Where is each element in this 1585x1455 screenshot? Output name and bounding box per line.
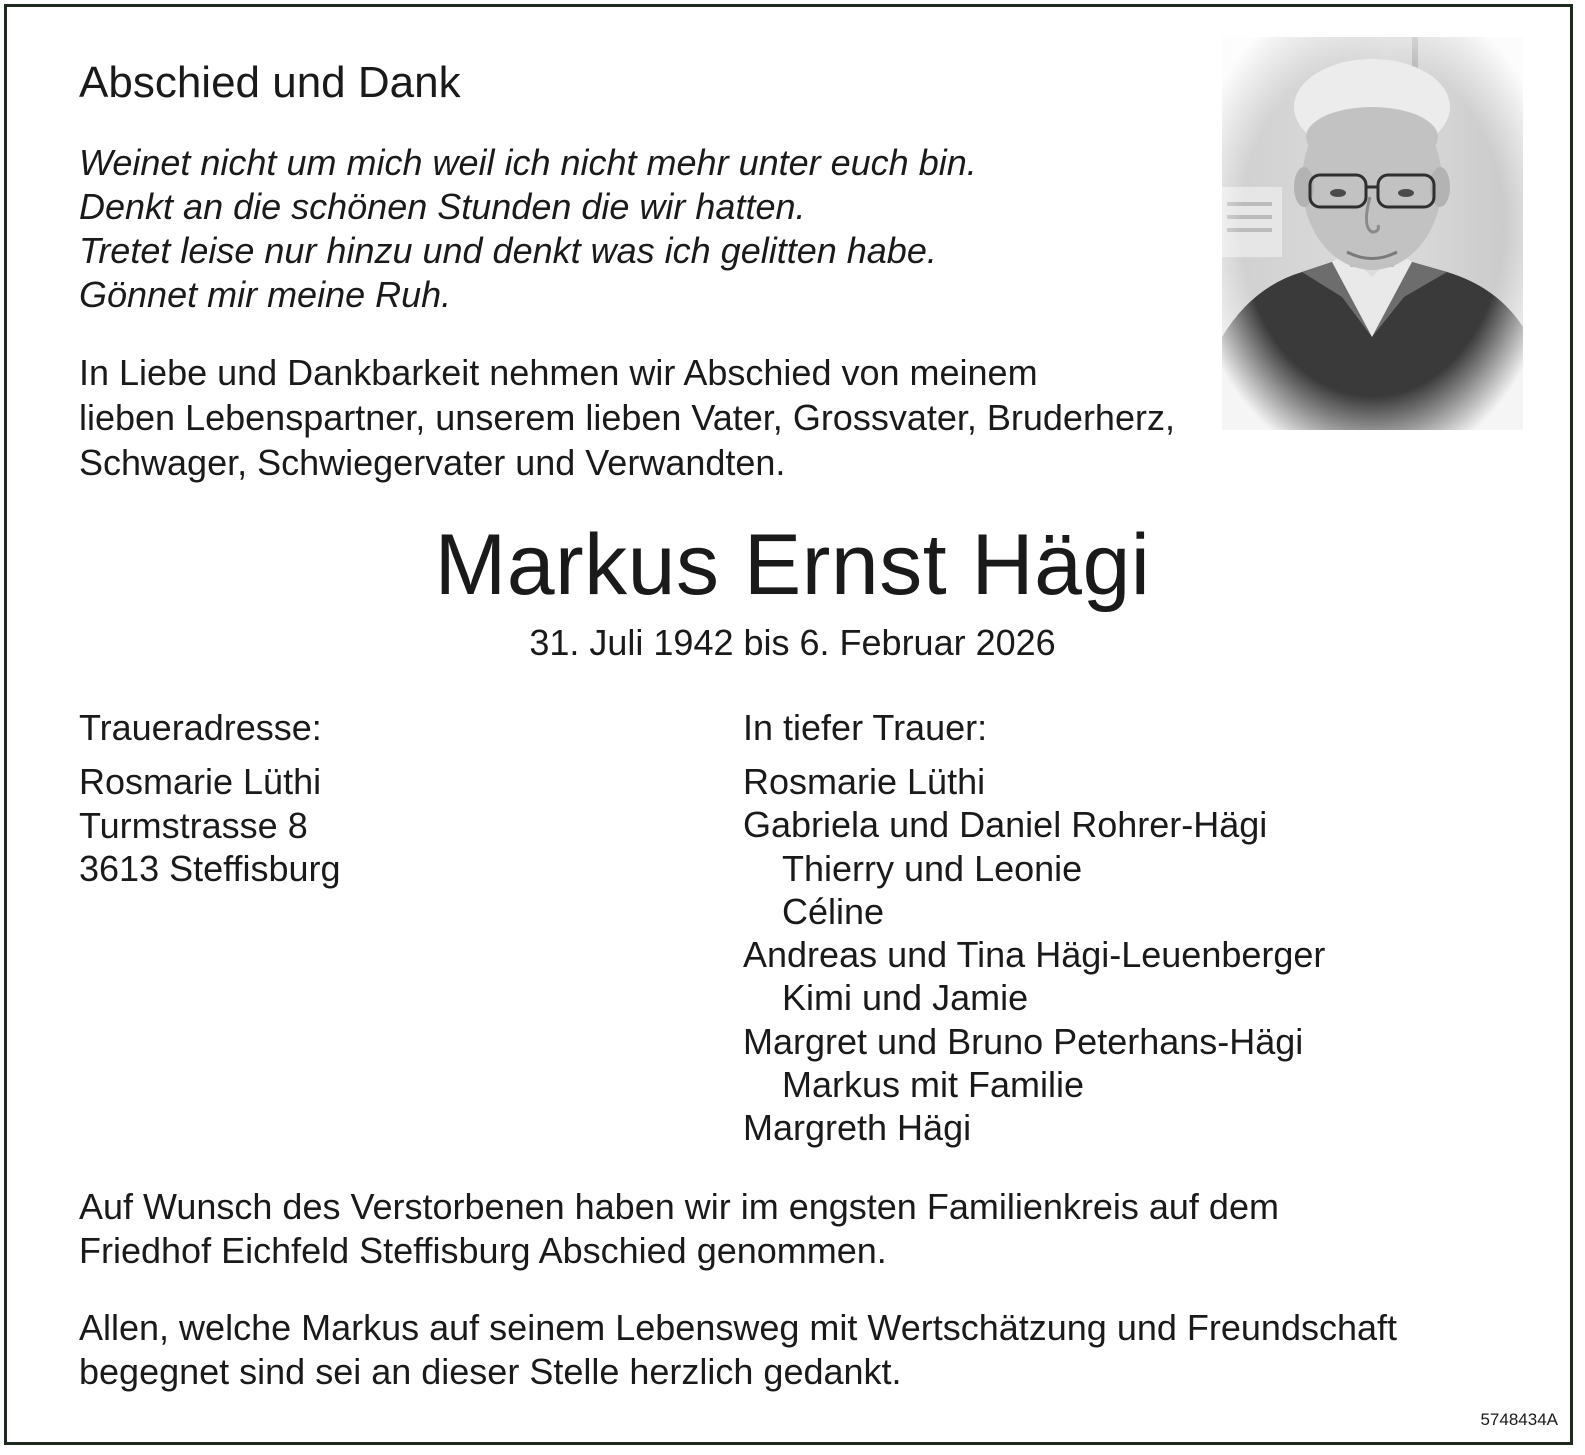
intro-text bbox=[79, 350, 1175, 485]
notice-heading: Abschied und Dank bbox=[79, 58, 461, 107]
mourner-line: Gabriela und Daniel Rohrer-Hägi bbox=[743, 804, 1268, 846]
address-line: 3613 Steffisburg bbox=[79, 848, 341, 889]
closing-line: Auf Wunsch des Verstorbenen haben wir im engsten Familienkreis auf dem bbox=[79, 1186, 1279, 1227]
intro-line: In Liebe und Dankbarkeit nehmen wir Abschied von meinem bbox=[79, 352, 1038, 393]
address-block bbox=[79, 760, 341, 891]
closing-line: Friedhof Eichfeld Steffisburg Abschied genommen. bbox=[79, 1230, 887, 1271]
poem-line: Gönnet mir meine Ruh. bbox=[79, 274, 452, 315]
mourner-line: Margreth Hägi bbox=[743, 1107, 972, 1149]
reference-number: 5748434A bbox=[1480, 1410, 1558, 1429]
mourner-line: Thierry und Leonie bbox=[782, 847, 1083, 889]
thanks-line: Allen, welche Markus auf seinem Lebensweg mit Wertschätzung und Freundschaft bbox=[79, 1307, 1398, 1348]
deceased-name: Markus Ernst Hägi bbox=[434, 517, 1151, 613]
address-label: Traueradresse: bbox=[79, 707, 322, 748]
mourner-line: Margret und Bruno Peterhans-Hägi bbox=[743, 1020, 1304, 1062]
address-line: Turmstrasse 8 bbox=[79, 804, 308, 846]
mourner-line: Kimi und Jamie bbox=[782, 977, 1029, 1019]
poem-line: Weinet nicht um mich weil ich nicht mehr unter euch bin. bbox=[79, 142, 977, 183]
intro-line: Schwager, Schwiegervater und Verwandten. bbox=[79, 442, 786, 483]
life-dates: 31. Juli 1942 bis 6. Februar 2026 bbox=[529, 622, 1056, 663]
thanks-text bbox=[79, 1306, 1397, 1394]
poem-line: Denkt an die schönen Stunden die wir hatten. bbox=[79, 186, 806, 227]
mourner-line: Céline bbox=[782, 890, 885, 932]
thanks-line: begegnet sind sei an dieser Stelle herzlich gedankt. bbox=[79, 1351, 902, 1392]
address-line: Rosmarie Lüthi bbox=[79, 761, 322, 802]
intro-line: lieben Lebenspartner, unserem lieben Vater, Grossvater, Bruderherz, bbox=[79, 397, 1175, 438]
poem-line: Tretet leise nur hinzu und denkt was ich gelitten habe. bbox=[79, 230, 937, 271]
mourner-line: Markus mit Familie bbox=[782, 1064, 1085, 1106]
mourner-line: Rosmarie Lüthi bbox=[743, 761, 986, 802]
mourners-label: In tiefer Trauer: bbox=[743, 707, 988, 748]
portrait-photo bbox=[1222, 37, 1523, 430]
mourner-line: Andreas und Tina Hägi-Leuenberger bbox=[743, 934, 1326, 976]
mourners-list bbox=[743, 760, 1325, 1150]
closing-text bbox=[79, 1185, 1279, 1273]
poem bbox=[79, 141, 977, 317]
